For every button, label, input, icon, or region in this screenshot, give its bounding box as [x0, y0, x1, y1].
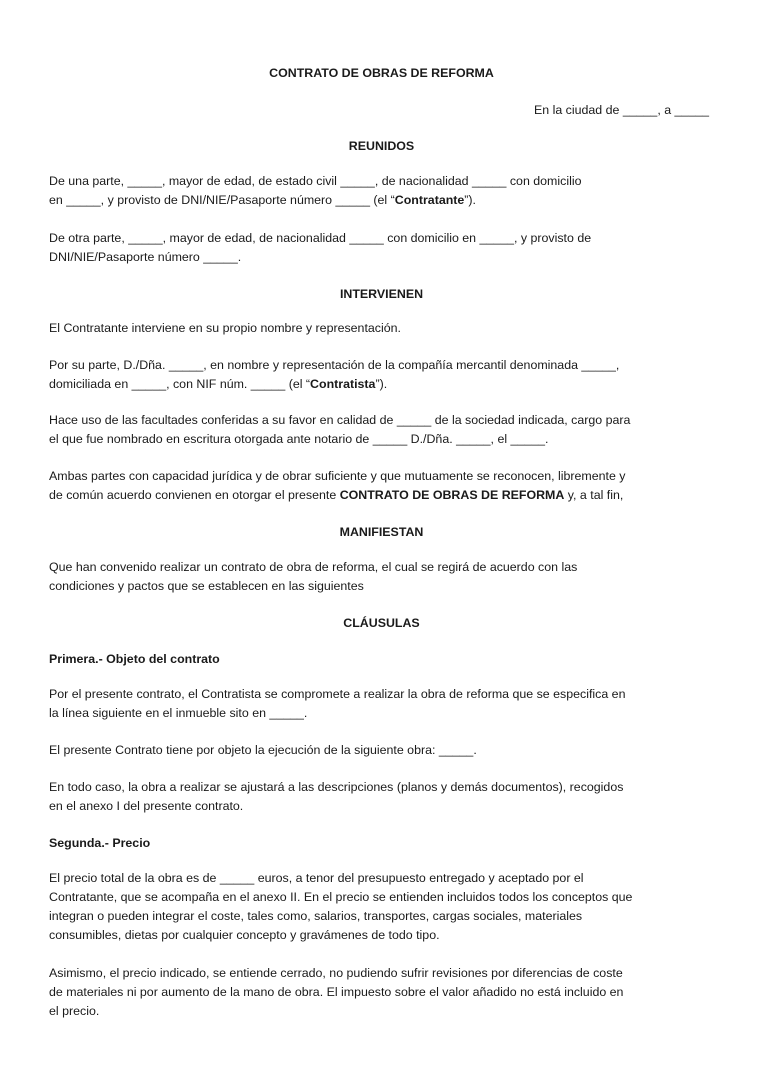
text-line: en el anexo I del presente contrato. — [49, 799, 244, 813]
text-span: de común acuerdo convienen en otorgar el presente — [49, 488, 340, 502]
text-line: Contratante, que se acompaña en el anexo II. En el precio se entienden incluidos todos los conceptos que — [49, 890, 633, 904]
text-line: la línea siguiente en el inmueble sito en _____. — [49, 706, 308, 720]
text-line: DNI/NIE/Pasaporte número _____. — [49, 250, 242, 264]
text-line: Por el presente contrato, el Contratista se compromete a realizar la obra de reforma que se especifica en — [49, 687, 626, 701]
text-line: Por su parte, D./Dña. _____, en nombre y representación de la compañía mercantil denominada _____, — [49, 358, 620, 372]
text-line — [49, 486, 729, 505]
section-heading-clausulas: CLÁUSULAS — [343, 616, 420, 630]
document-title: CONTRATO DE OBRAS DE REFORMA — [269, 66, 494, 80]
paragraph-intervienen-2 — [49, 356, 729, 394]
text-line: el precio. — [49, 1004, 100, 1018]
text-span: ”). — [375, 377, 388, 391]
text-span: ”). — [464, 193, 476, 207]
paragraph-contratante — [49, 172, 729, 210]
paragraph-intervienen-1 — [49, 319, 729, 338]
text-line: el que fue nombrado en escritura otorgada ante notario de _____ D./Dña. _____, el _____. — [49, 432, 549, 446]
paragraph-segunda-2 — [49, 964, 729, 1021]
text-line: De una parte, _____, mayor de edad, de estado civil _____, de nacionalidad _____ con domicilio — [49, 174, 582, 188]
text-line — [49, 375, 729, 394]
text-line: Hace uso de las facultades conferidas a su favor en calidad de _____ de la sociedad indicada, cargo para — [49, 413, 631, 427]
paragraph-primera-2 — [49, 741, 729, 760]
section-heading-intervienen: INTERVIENEN — [339, 287, 424, 301]
text-line: Asimismo, el precio indicado, se entiende cerrado, no pudiendo sufrir revisiones por diferencias de coste — [49, 966, 623, 980]
contract-name-bold: CONTRATO DE OBRAS DE REFORMA — [339, 488, 565, 502]
paragraph-manifiestan — [49, 558, 729, 596]
text-line: De otra parte, _____, mayor de edad, de nacionalidad _____ con domicilio en _____, y provisto de — [49, 231, 592, 245]
text-line: El Contratante interviene en su propio nombre y representación. — [49, 321, 401, 335]
paragraph-otra-parte — [49, 229, 729, 267]
text-line: de materiales ni por aumento de la mano de obra. El impuesto sobre el valor añadido no está incluido en — [49, 985, 624, 999]
text-span: y, a tal fin, — [564, 488, 624, 502]
text-line: consumibles, dietas por cualquier concepto y gravámenes de todo tipo. — [49, 928, 440, 942]
paragraph-segunda-1 — [49, 869, 729, 945]
section-heading-manifiestan: MANIFIESTAN — [339, 525, 424, 539]
clause-heading-primera: Primera.- Objeto del contrato — [49, 652, 220, 666]
text-span: en _____, y provisto de DNI/NIE/Pasaporte número _____ (el “ — [49, 193, 395, 207]
place-date-line: En la ciudad de _____, a _____ — [534, 103, 709, 117]
paragraph-intervienen-3 — [49, 411, 729, 449]
paragraph-intervienen-4 — [49, 467, 729, 505]
clause-heading-segunda: Segunda.- Precio — [49, 836, 151, 850]
text-line: Que han convenido realizar un contrato de obra de reforma, el cual se regirá de acuerdo con las — [49, 560, 578, 574]
text-line: integran o pueden integrar el coste, tales como, salarios, transportes, cargas sociales, materiales — [49, 909, 583, 923]
paragraph-primera-3 — [49, 778, 729, 816]
text-span: domiciliada en _____, con NIF núm. _____ (el “ — [49, 377, 311, 391]
text-line: El presente Contrato tiene por objeto la ejecución de la siguiente obra: _____. — [49, 743, 477, 757]
contratante-term: Contratante — [394, 193, 465, 207]
contratista-term: Contratista — [310, 377, 376, 391]
text-line: El precio total de la obra es de _____ euros, a tenor del presupuesto entregado y aceptado por el — [49, 871, 584, 885]
text-line — [49, 191, 729, 210]
text-line: Ambas partes con capacidad jurídica y de obrar suficiente y que mutuamente se reconocen, libremente y — [49, 469, 626, 483]
text-line: En todo caso, la obra a realizar se ajustará a las descripciones (planos y demás documentos), recogidos — [49, 780, 624, 794]
text-line: condiciones y pactos que se establecen en las siguientes — [49, 579, 364, 593]
section-heading-reunidos: REUNIDOS — [348, 139, 415, 153]
paragraph-primera-1 — [49, 685, 729, 723]
